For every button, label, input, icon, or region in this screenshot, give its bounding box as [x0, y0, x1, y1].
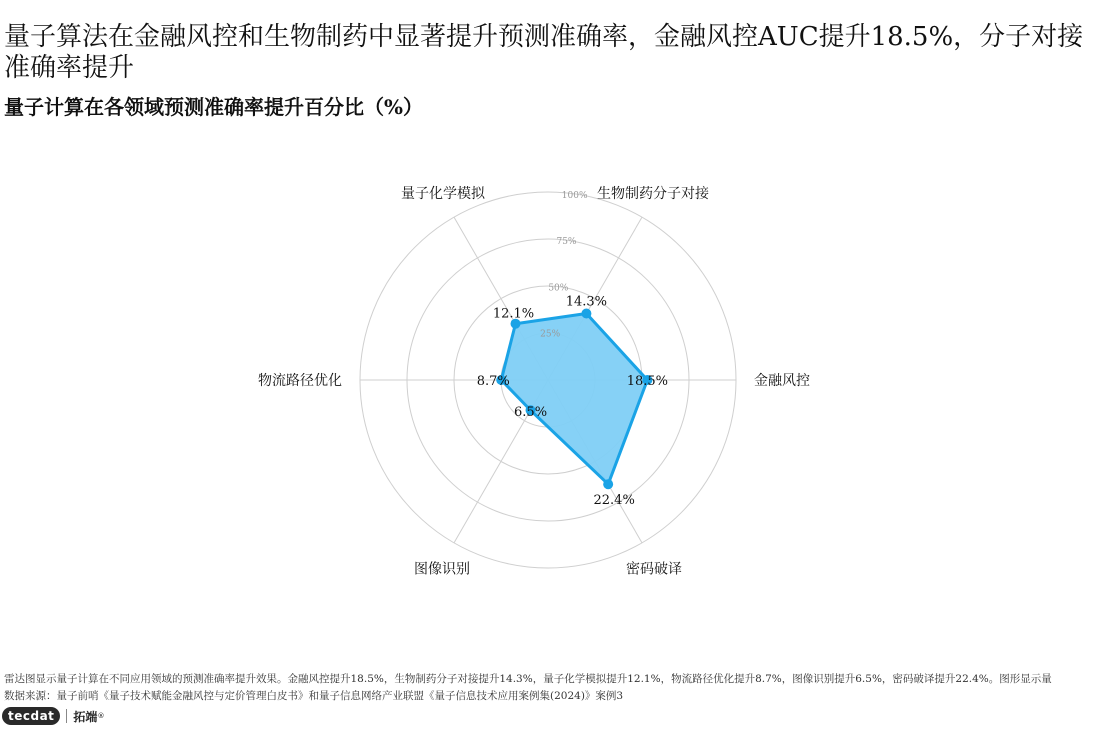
brand-registered: ®: [97, 712, 105, 720]
value-label: 8.7%: [476, 374, 510, 389]
data-point: [603, 479, 613, 489]
chart-subtitle: 量子计算在各领域预测准确率提升百分比（%）: [4, 95, 424, 119]
category-label: 量子化学模拟: [401, 186, 485, 203]
radar-series: [496, 308, 652, 489]
category-label: 物流路径优化: [258, 373, 342, 389]
radial-tick-label: 100%: [561, 190, 588, 201]
chart-title: 量子算法在金融风控和生物制药中显著提升预测准确率，金融风控AUC提升18.5%，分子对接准确率提升: [4, 22, 1084, 83]
chart-description: 雷达图显示量子计算在不同应用领域的预测准确率提升效果。金融风控提升18.5%，生物制药分子对接提升14.3%，量子化学模拟提升12.1%，物流路径优化提升8.7%，图像识别提升6.5%，密码破译提升22.4%。图形显示量: [4, 673, 1052, 685]
data-source: 数据来源：量子前哨《量子技术赋能金融风控与定价管理白皮书》和量子信息网络产业联盟《量子信息技术应用案例集(2024)》案例3: [4, 690, 624, 702]
category-label: 图像识别: [414, 561, 470, 578]
brand-divider: [66, 709, 67, 723]
radial-tick-label: 75%: [556, 237, 577, 248]
data-point: [581, 308, 591, 318]
value-label: 22.4%: [593, 493, 635, 509]
value-label: 12.1%: [492, 306, 535, 322]
radial-tick-label: 50%: [548, 283, 569, 294]
brand-mark: tecdat: [2, 707, 60, 725]
radial-tick-label: 25%: [540, 329, 561, 340]
series-area: [501, 313, 647, 484]
footnote: [4, 671, 1098, 705]
value-label: 14.3%: [565, 294, 608, 310]
brand-name: 拓端: [73, 709, 98, 724]
value-label: 6.5%: [514, 405, 548, 421]
category-label: 生物制药分子对接: [597, 186, 709, 203]
value-label: 18.5%: [626, 374, 669, 389]
category-label: 密码破译: [626, 561, 682, 578]
brand-logo: [2, 707, 104, 725]
category-label: 金融风控: [754, 373, 810, 389]
